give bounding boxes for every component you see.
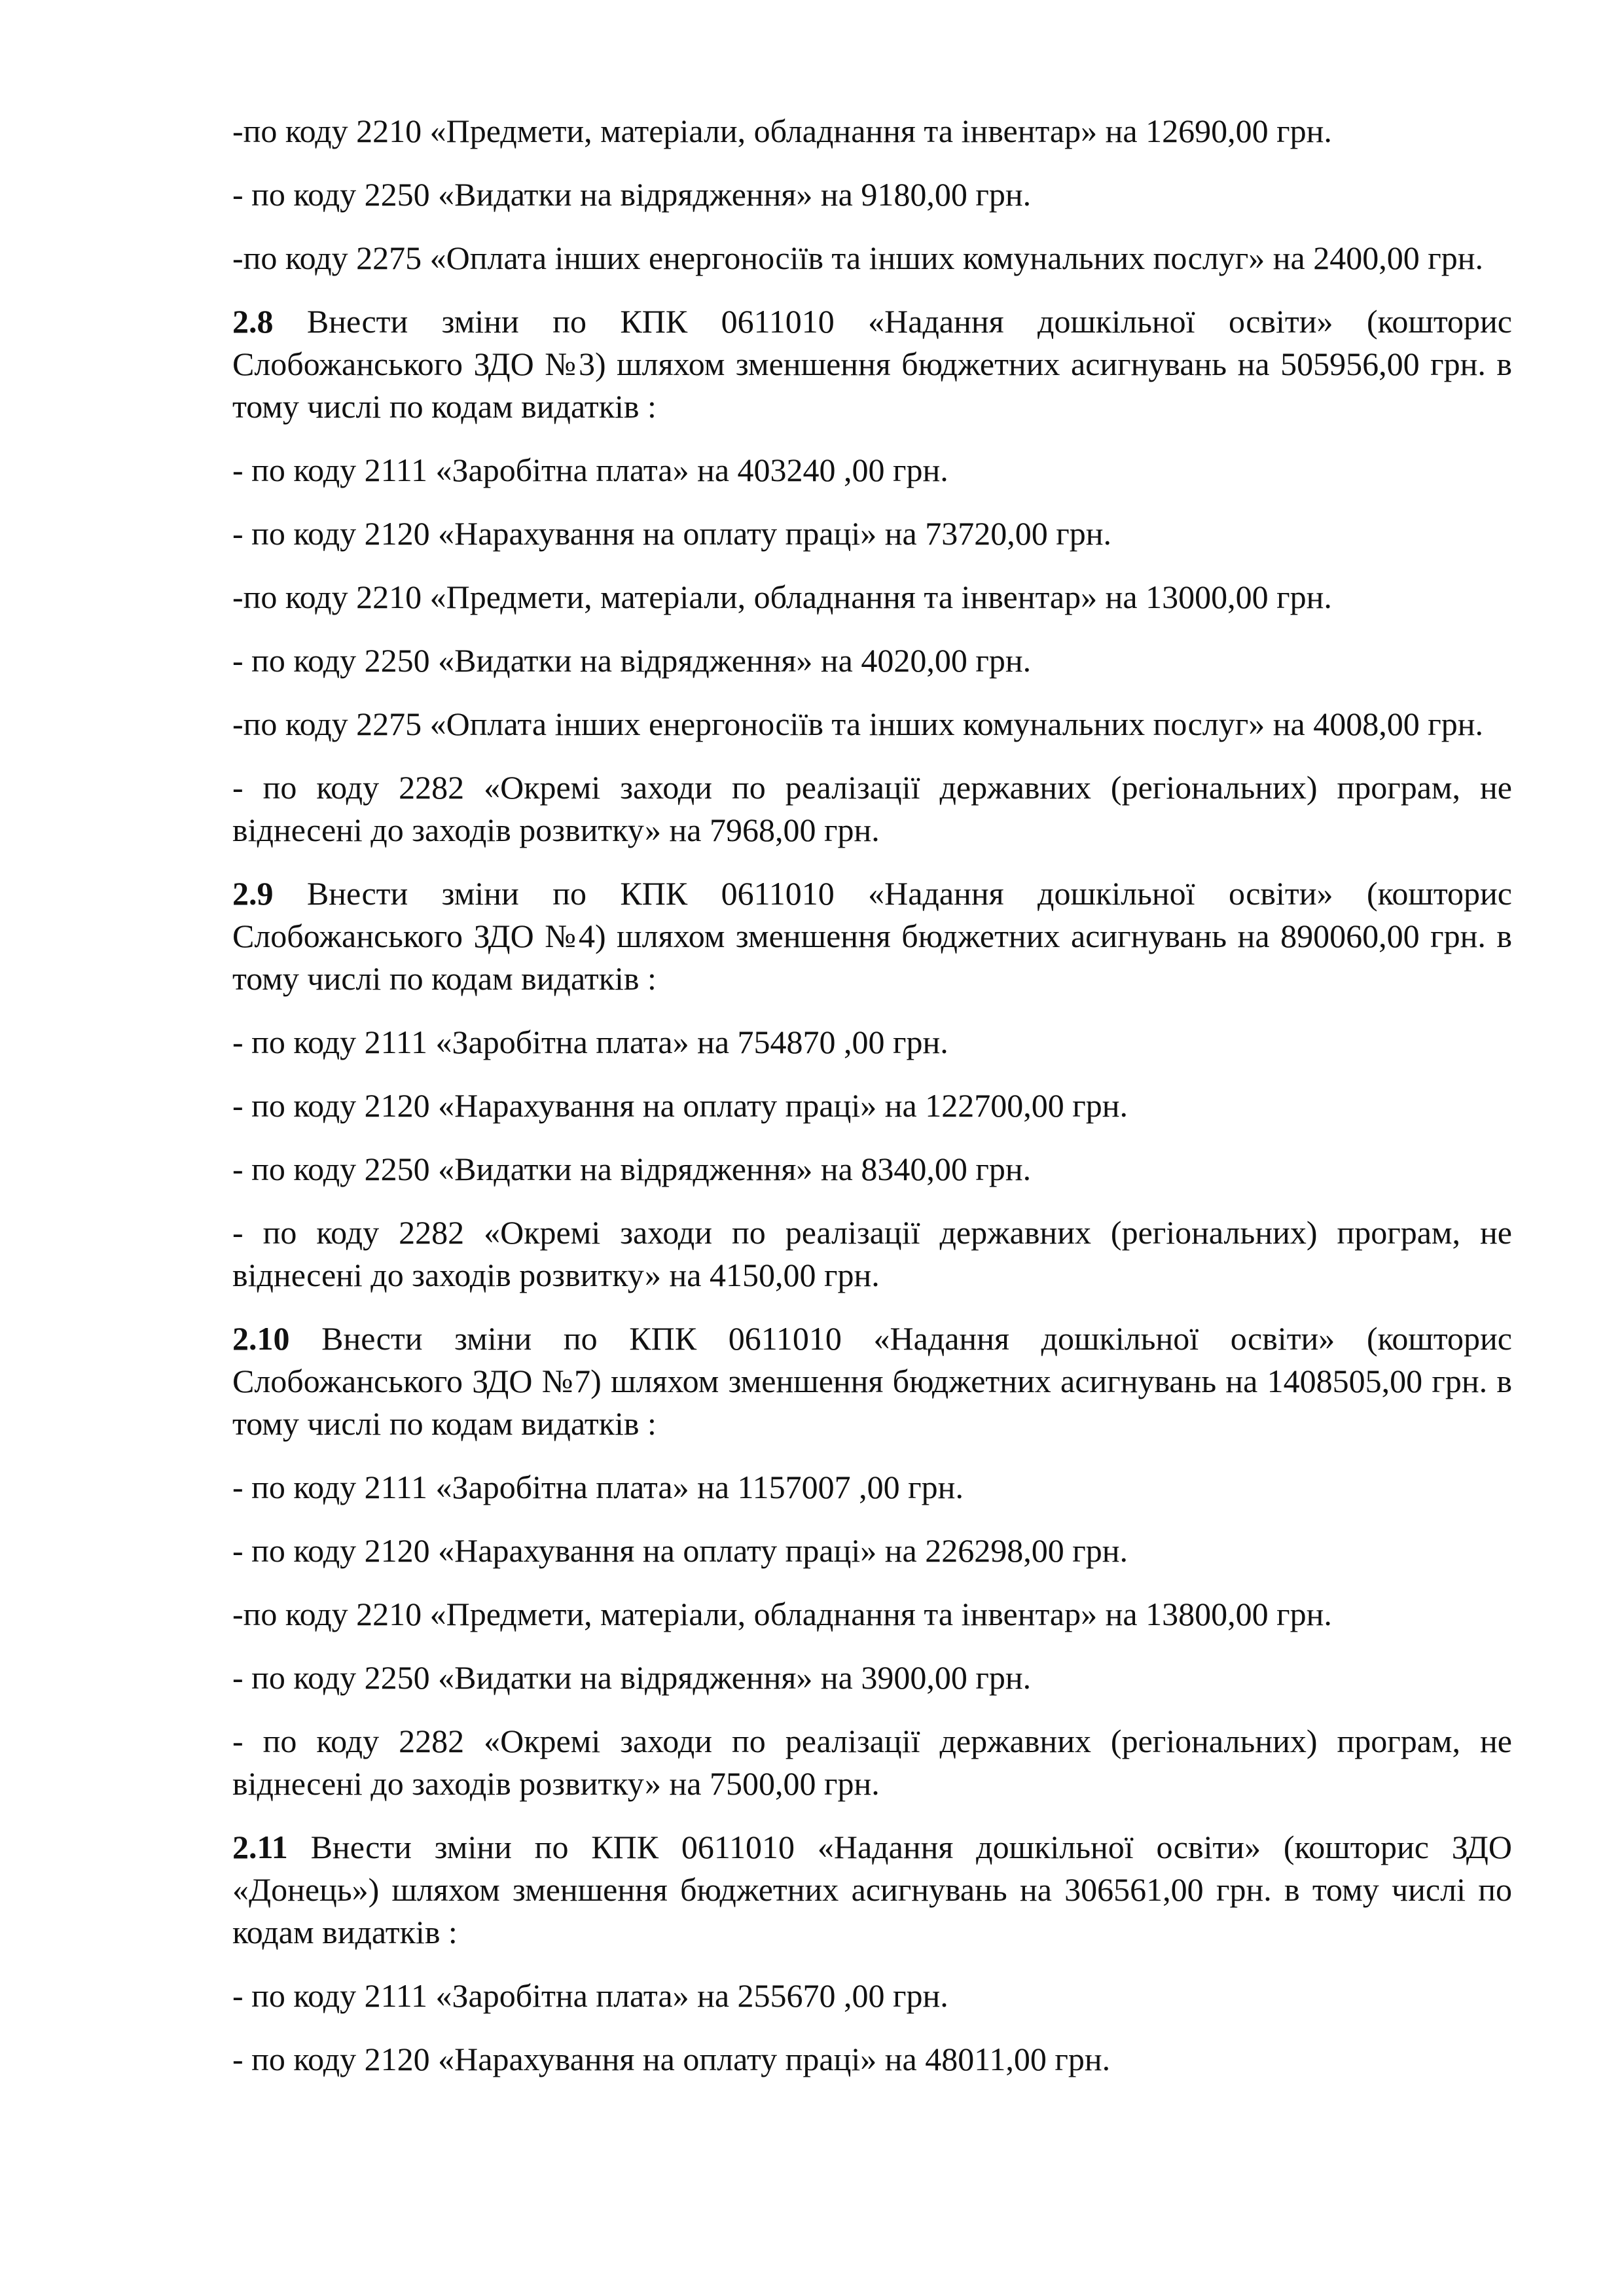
line-item-2250: - по коду 2250 «Видатки на відрядження» на 4020,00 грн. (232, 642, 1032, 679)
line-item-2282: - по коду 2282 «Окремі заходи по реалізації державних (регіональних) програм, не віднесені до заходів розвитку» на 7500,00 грн. (232, 1723, 1512, 1802)
line-item-2282: - по коду 2282 «Окремі заходи по реалізації державних (регіональних) програм, не віднесені до заходів розвитку» на 4150,00 грн. (232, 1214, 1512, 1293)
line-item-2111: - по коду 2111 «Заробітна плата» на 754870 ,00 грн. (232, 1024, 948, 1060)
line-item-2120: - по коду 2120 «Нарахування на оплату праці» на 73720,00 грн. (232, 515, 1111, 552)
line-item-2275: -по коду 2275 «Оплата інших енергоносіїв та інших комунальних послуг» на 2400,00 грн. (232, 240, 1483, 276)
section-number: 2.9 (232, 875, 274, 912)
line-item-2250: - по коду 2250 «Видатки на відрядження» на 8340,00 грн. (232, 1151, 1032, 1187)
line-item-2120: - по коду 2120 «Нарахування на оплату праці» на 226298,00 грн. (232, 1532, 1128, 1569)
section-2-8: 2.8 Внести зміни по КПК 0611010 «Надання дошкільної освіти» (кошторис Слобожанського ЗДО №3) шляхом зменшення бюджетних асигнувань на 505956,00 грн. в тому числі по кодам видатків : (232, 303, 1512, 425)
line-item-2120: - по коду 2120 «Нарахування на оплату праці» на 122700,00 грн. (232, 1087, 1128, 1124)
section-2-11: 2.11 Внести зміни по КПК 0611010 «Надання дошкільної освіти» (кошторис ЗДО «Донець») шляхом зменшення бюджетних асигнувань на 306561,00 грн. в тому числі по кодам видатків : (232, 1829, 1512, 1950)
line-item-2250: - по коду 2250 «Видатки на відрядження» на 9180,00 грн. (232, 176, 1032, 213)
line-item-2111: - по коду 2111 «Заробітна плата» на 255670 ,00 грн. (232, 1977, 948, 2014)
section-number: 2.11 (232, 1829, 288, 1865)
line-item-2282: - по коду 2282 «Окремі заходи по реалізації державних (регіональних) програм, не віднесені до заходів розвитку» на 7968,00 грн. (232, 769, 1512, 848)
line-item-2120: - по коду 2120 «Нарахування на оплату праці» на 48011,00 грн. (232, 2041, 1111, 2077)
section-number: 2.8 (232, 303, 274, 340)
document-body (232, 110, 1512, 2102)
section-2-10: 2.10 Внести зміни по КПК 0611010 «Надання дошкільної освіти» (кошторис Слобожанського ЗДО №7) шляхом зменшення бюджетних асигнувань на 1408505,00 грн. в тому числі по кодам видатків : (232, 1320, 1512, 1442)
section-2-9: 2.9 Внести зміни по КПК 0611010 «Надання дошкільної освіти» (кошторис Слобожанського ЗДО №4) шляхом зменшення бюджетних асигнувань на 890060,00 грн. в тому числі по кодам видатків : (232, 875, 1512, 997)
line-item-2111: - по коду 2111 «Заробітна плата» на 403240 ,00 грн. (232, 452, 948, 488)
section-number: 2.10 (232, 1320, 290, 1357)
line-item-2210: -по коду 2210 «Предмети, матеріали, обладнання та інвентар» на 13000,00 грн. (232, 579, 1332, 615)
line-item-2210-item: -по коду 2210 «Предмети, матеріали, обладнання та інвентар» на 12690,00 грн. (232, 113, 1332, 149)
line-item-2275: -по коду 2275 «Оплата інших енергоносіїв та інших комунальних послуг» на 4008,00 грн. (232, 706, 1483, 742)
line-item-2111: - по коду 2111 «Заробітна плата» на 1157007 ,00 грн. (232, 1469, 964, 1505)
line-item-2210: -по коду 2210 «Предмети, матеріали, обладнання та інвентар» на 13800,00 грн. (232, 1596, 1332, 1632)
line-item-2250: - по коду 2250 «Видатки на відрядження» на 3900,00 грн. (232, 1659, 1032, 1696)
